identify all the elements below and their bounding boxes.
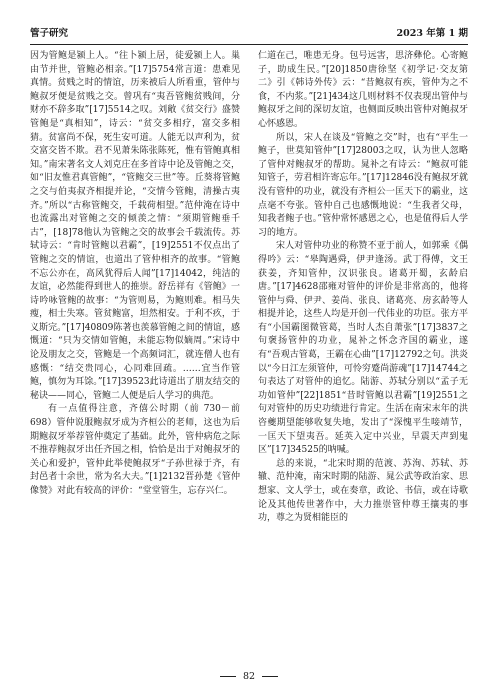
issue-label: 2023 年第 1 期 (396, 28, 468, 39)
paragraph: 因为管鲍是颍上人。“往卜颍上居，徒爱颍上人。巢由节并世，管鲍必相亲。”[17]5754常言道：患难见真情。贫贱之时的情谊，历来被后人所看重，管仲与鲍叔牙便是贫贱之交。曾巩有“夷吾管鲍贫贱间，分财亦不辞多取”[17]5514之叹。刘敞《贫交行》盛赞管鲍是“真相知”，诗云：“贫交多相疗，富交多相猜。贫富尚不保，死生安可道。人能无以声利为，贫交富交皆不欺。君不见萧朱陈张陈死，惟有管鲍真相知。”南宋著名文人刘克庄在多首诗中论及管鲍之交，如“旧友惟君真管鲍”，“管鲍交三世”等。丘葵将管鲍之交与伯夷叔齐相提并论，“交情今管鲍，清操古夷齐。”所以“古称管鲍交，千载荷相望。”范仲淹在诗中也流露出对管鲍之交的倾羡之情：“须期管鲍垂千古”，[18]78他认为管鲍之交的故事会千载流传。苏轼诗云：“肯时管鲍以君霸”，[19]2551不仅点出了管鲍之交的情谊，也道出了管仲相齐的故事。“管鲍不忘公亦在，高风犹得后人闻”[17]14042，纯洁的友谊，必然能得到世人的推崇。舒岳祥有《管鲍》一诗吟咏管鲍的故事：“为管则易，为鲍则难。相马失瘦，相士失寒。管贫鲍富，坦然相安。于利不疚，于义斯完。”[17]40809陈著也羡慕管鲍之间的情谊，感慨道：“只为交情如管鲍，未能忘物似嫡周。”宋诗中论及朋友之交，管鲍是一个高频词汇，就连僧人也有感慨：“结交贵同心，心同难回疏。……宜当作管鲍，慎勿为耳馀。”[17]39523此诗道出了朋友结交的秘诀——同心，管鲍二人便是后人学习的典范。 (30, 51, 240, 401)
left-column (30, 50, 240, 650)
footer-dash-left (220, 676, 236, 677)
paragraph: 宋人对管仲功业的称赞不亚于前人，如郭乘《偶得吟》云：“皋陶遇舜，伊尹逢汤。武丁得傅，文王获姜，齐知管仲，汉识张良。诸葛开蜀，玄龄启唐。”[17]4628邵雍对管仲的评价是非常高的，他将管仲与舜、伊尹、姜尚、张良、诸葛亮、房玄龄等人相提并论，这些人均是开创一代伟业的功臣。张方平有“小国霸图微管葛，当时人杰自萧张”[17]3837之句褒扬管仲的功业，晁补之怀念齐国的霸业，遂有“吾观古管葛，王霸在心曲”[17]12792之句。洪炎以“今日江左须管仲，可怜穷蹙尚游魂”[17]14744之句表达了对管仲的追忆。陆游、苏轼分别以“孟子无功如管仲”[22]1851“昔时管鲍以君霸”[19]2551之句对管仲的历史功绩进行肯定。生活在南宋末年的洪咨夔期望能够收复失地，发出了“深愧平生唼靖节，一匡天下望夷吾。延英入定中兴业，早震天声到鬼区”[17]34525的呐喊。 (258, 241, 468, 456)
right-column (258, 50, 468, 650)
footer-dash-right (262, 676, 278, 677)
paragraph: 所以，宋人在谈及“管鲍之交”时，也有“平生一鲍子，世莫知管仲”[17]28003之叹，认为世人忽略了管仲对鲍叔牙的帮助。晁补之有诗云：“鲍叔可能知管子，劳君相许寄忘年。”[17]12846没有鲍叔牙就没有管仲的功业，就没有齐桓公一匡天下的霸业，这点毫不夸张。管仲自己也感慨地说：“生我者父母，知我者鲍子也。”管仲常怀感恩之心，也是值得后人学习的地方。 (258, 132, 468, 238)
paragraph: 总的来说，“北宋时期的范渡、苏洵、苏轼、苏辙、范仲淹，南宋时期的陆游、晁公武等政治家、思想家、文人学士，或在奏章，政论、书信，或在诗歌论及其他传世著作中，大力推崇管仲尊王攘夷的事功，尊之为贤相能臣的 (258, 458, 468, 524)
header-rule (30, 44, 468, 45)
page-footer (0, 671, 498, 682)
journal-name: 管子研究 (30, 28, 69, 39)
page-number: 82 (242, 671, 256, 682)
paragraph: 有一点值得注意，齐僖公时期（前 730－前 698）管仲说服鲍叔牙成为齐桓公的老师，这也为后期鲍叔牙举荐管仲奠定了基础。此外，管仲病危之际不推荐鲍叔牙出任齐国之相，恰恰是出于对鲍叔牙的关心和爱护，管仲此举使鲍叔牙“子孙世禄于齐，有封邑者十余世，常为名大夫。”[1]2132晋孙楚《管仲像赞》对此有较高的评价：“堂堂管生，忘存兴仁。 (30, 404, 240, 496)
running-header (30, 27, 468, 41)
paragraph: 仁道在己，唯患无身。包号远害，思济彝伦。心寄鲍子，助成生民。”[20]1850唐徐坚《初学记·交友第二》引《韩诗外传》云：“昔鲍叔有疾，管仲为之不食，不内浆。”[21]434这几则材料不仅表现出管仲与鲍叔牙之间的深切友谊，也侧面反映出管仲对鲍叔牙心怀感恩。 (258, 51, 468, 129)
